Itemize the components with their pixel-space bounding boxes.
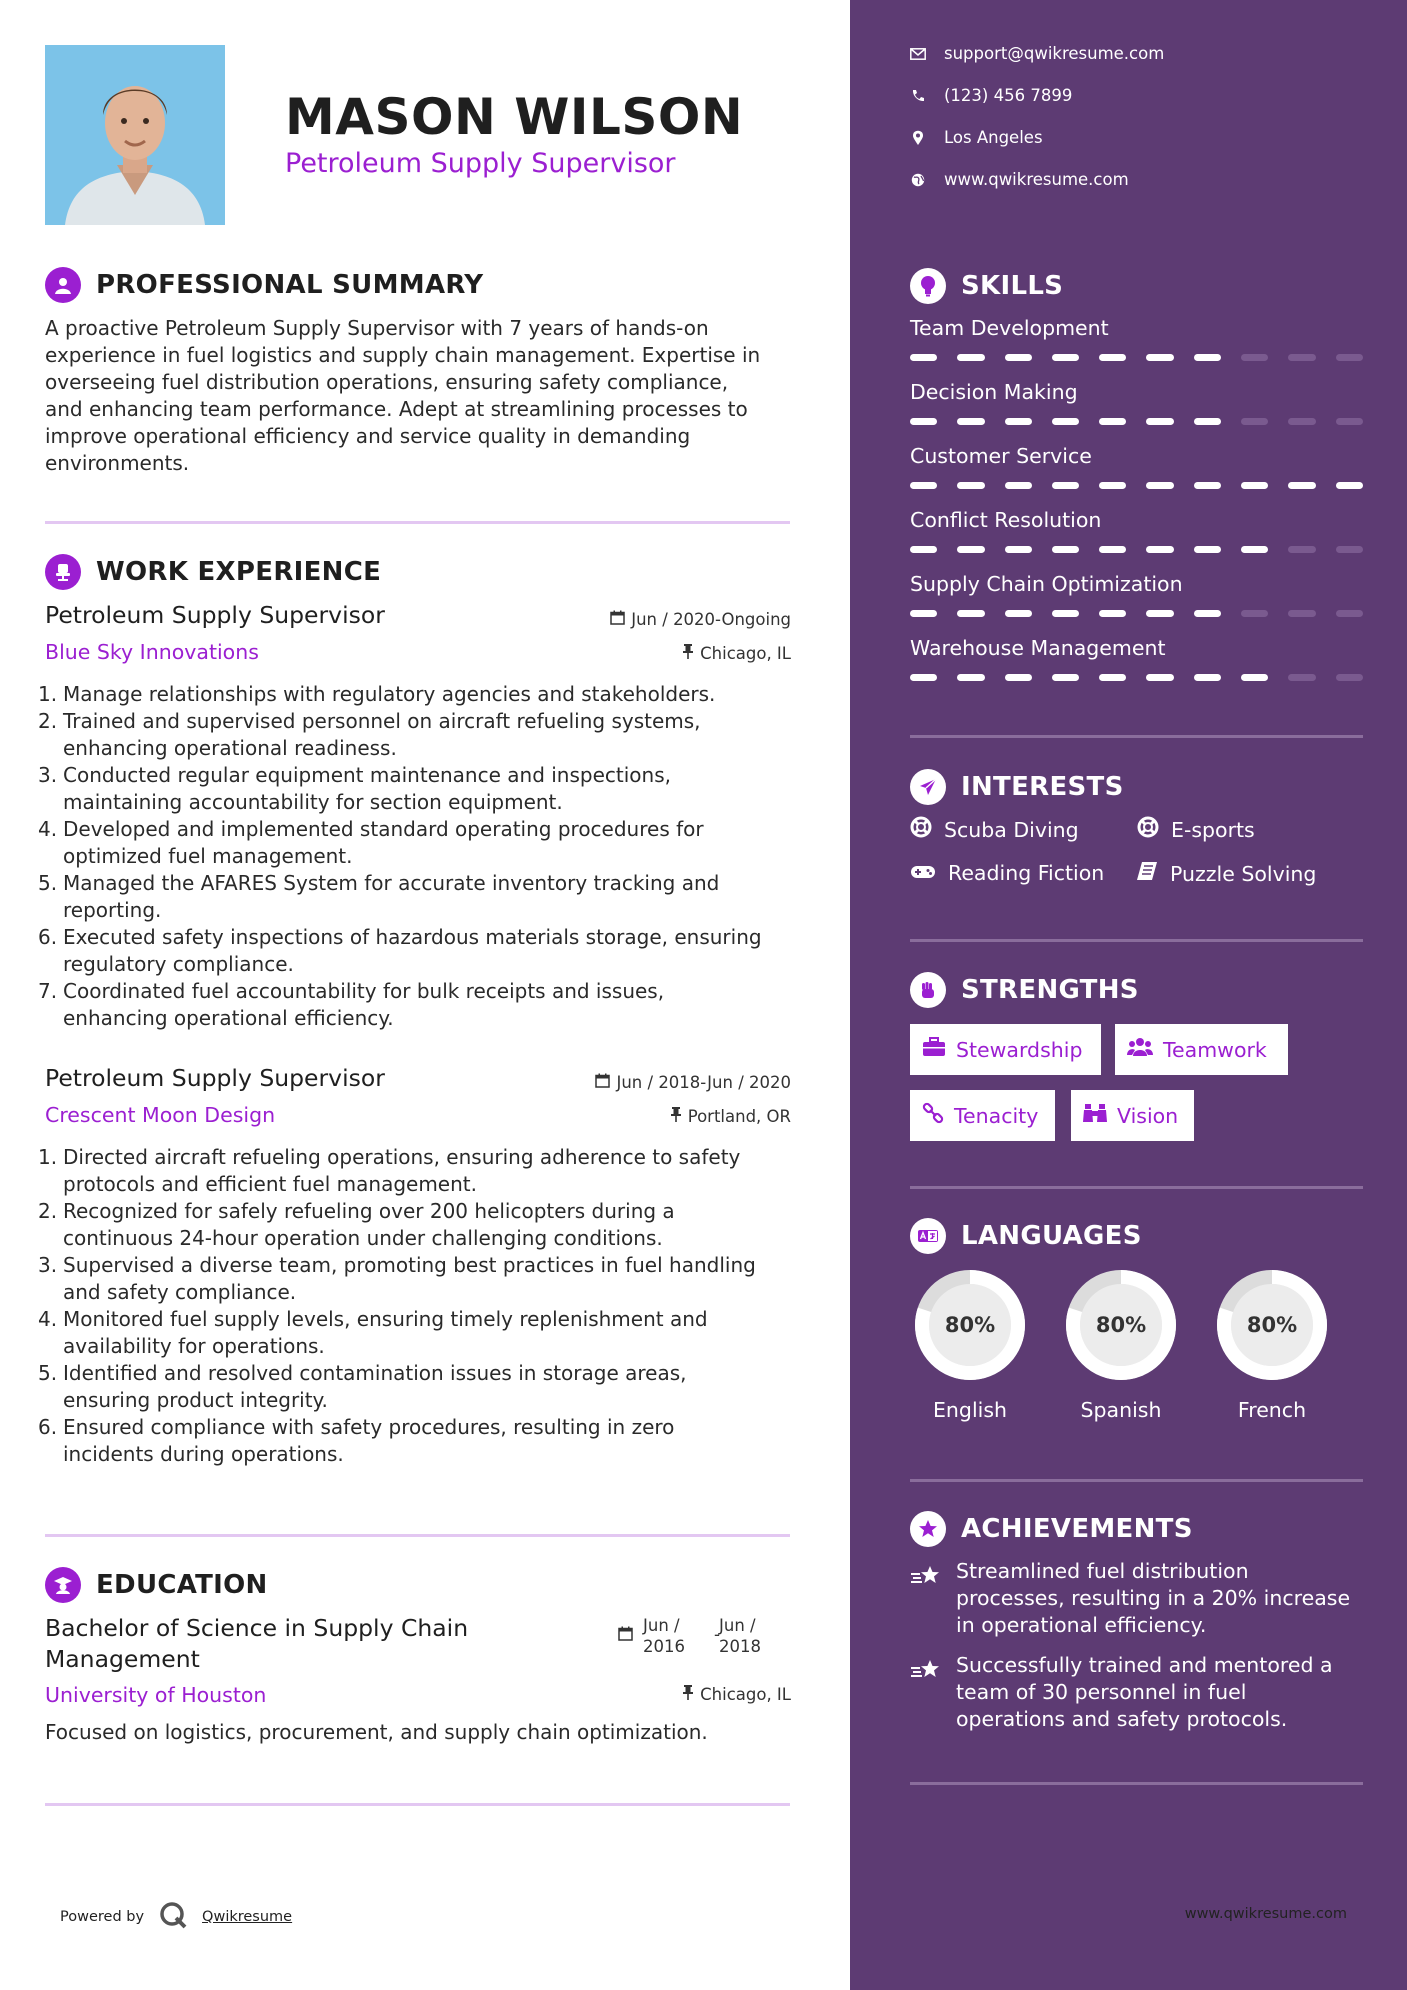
bullet-line: optimized fuel management. bbox=[63, 844, 353, 868]
summary-line: A proactive Petroleum Supply Supervisor with 7 years of hands-on bbox=[45, 316, 709, 340]
education-end-date bbox=[719, 1615, 761, 1657]
job-bullet bbox=[38, 1306, 798, 1360]
job-bullet bbox=[38, 1252, 798, 1306]
strengths-heading: STRENGTHS bbox=[961, 975, 1139, 1005]
bullet-text bbox=[63, 708, 701, 762]
experience-header bbox=[45, 554, 381, 590]
bullet-line: and safety compliance. bbox=[63, 1280, 297, 1304]
job-bullets bbox=[38, 681, 798, 1032]
achievements-header bbox=[910, 1511, 1193, 1547]
bullet-line: Managed the AFARES System for accurate inventory tracking and bbox=[63, 871, 720, 895]
bullet-number: 2. bbox=[38, 1199, 58, 1223]
bullet-line: Executed safety inspections of hazardous materials storage, ensuring bbox=[63, 925, 762, 949]
section-divider bbox=[910, 1479, 1363, 1482]
book-icon bbox=[1136, 861, 1158, 886]
bullet-number: 2. bbox=[38, 709, 58, 733]
education-location-text: Chicago, IL bbox=[700, 1684, 791, 1704]
skill-level-segment bbox=[1146, 546, 1173, 553]
skills-heading: SKILLS bbox=[961, 271, 1064, 301]
candidate-name: MASON WILSON bbox=[285, 88, 744, 146]
job-date-text: Jun / 2018-Jun / 2020 bbox=[616, 1073, 791, 1092]
interest-item bbox=[910, 816, 1079, 843]
bullet-line: maintaining accountability for section equipment. bbox=[63, 790, 563, 814]
interest-label: Scuba Diving bbox=[944, 817, 1079, 842]
section-divider bbox=[910, 735, 1363, 738]
skill-level-segment bbox=[957, 674, 984, 681]
date-part: Jun / bbox=[719, 1616, 756, 1635]
date-separator: - bbox=[714, 1625, 720, 1644]
skill-level-segment bbox=[1146, 674, 1173, 681]
interests-heading: INTERESTS bbox=[961, 772, 1124, 802]
skill-level-segment bbox=[957, 546, 984, 553]
binoculars-icon bbox=[1083, 1103, 1107, 1128]
calendar-icon bbox=[618, 1626, 633, 1645]
bullet-number: 5. bbox=[38, 871, 58, 895]
bullet-line: Developed and implemented standard operating procedures for bbox=[63, 817, 704, 841]
map-pin-icon bbox=[910, 130, 926, 146]
interest-item bbox=[1137, 816, 1255, 843]
briefcase-icon bbox=[922, 1037, 946, 1062]
bullet-text bbox=[63, 1360, 687, 1414]
languages-header bbox=[910, 1218, 1142, 1254]
skill-level-segment bbox=[1241, 418, 1268, 425]
bullet-text bbox=[63, 1306, 708, 1360]
skill-level-bar bbox=[910, 674, 1363, 681]
skill-level-segment bbox=[1241, 354, 1268, 361]
skill-level-segment bbox=[1336, 610, 1363, 617]
skill-level-segment bbox=[1099, 482, 1126, 489]
job-date-text: Jun / 2020-Ongoing bbox=[631, 610, 791, 629]
achievement-line: Streamlined fuel distribution bbox=[956, 1559, 1249, 1583]
skill-level-segment bbox=[1005, 546, 1032, 553]
skill-level-segment bbox=[957, 482, 984, 489]
education-header bbox=[45, 1567, 268, 1603]
skill-level-segment bbox=[1336, 546, 1363, 553]
bullet-number: 1. bbox=[38, 1145, 58, 1169]
pin-icon bbox=[670, 1106, 682, 1126]
footer-website-link[interactable]: www.qwikresume.com bbox=[1184, 1906, 1347, 1922]
language-item bbox=[1211, 1264, 1333, 1422]
bullet-line: Monitored fuel supply levels, ensuring timely replenishment and bbox=[63, 1307, 708, 1331]
job-company: Blue Sky Innovations bbox=[45, 640, 259, 664]
skill-level-segment bbox=[1288, 418, 1315, 425]
skill-level-segment bbox=[1288, 482, 1315, 489]
skill-level-segment bbox=[1005, 674, 1032, 681]
qwikresume-logo-icon bbox=[158, 1900, 188, 1934]
summary-header bbox=[45, 267, 483, 303]
job-bullet bbox=[38, 762, 798, 816]
bullet-number: 6. bbox=[38, 1415, 58, 1439]
skill-level-segment bbox=[1194, 418, 1221, 425]
shooting-star-icon bbox=[910, 1558, 942, 1639]
summary-heading: PROFESSIONAL SUMMARY bbox=[96, 270, 484, 300]
education-heading: EDUCATION bbox=[96, 1570, 268, 1600]
skill-level-segment bbox=[1052, 354, 1079, 361]
job-bullet bbox=[38, 1144, 798, 1198]
star-badge-icon bbox=[910, 1511, 946, 1547]
powered-by-text: Powered by bbox=[60, 1909, 145, 1925]
skill-level-segment bbox=[1194, 610, 1221, 617]
skill-level-segment bbox=[1288, 546, 1315, 553]
bullet-line: reporting. bbox=[63, 898, 162, 922]
job-location-text: Chicago, IL bbox=[700, 643, 791, 663]
skill-level-segment bbox=[1005, 610, 1032, 617]
summary-line: experience in fuel logistics and supply chain management. Expertise in bbox=[45, 343, 761, 367]
strength-tag bbox=[910, 1090, 1055, 1141]
skill-level-segment bbox=[910, 354, 937, 361]
skill-level-segment bbox=[1146, 418, 1173, 425]
skill-level-segment bbox=[1099, 610, 1126, 617]
job-company: Crescent Moon Design bbox=[45, 1103, 276, 1127]
skill-level-segment bbox=[957, 354, 984, 361]
date-part: Jun / bbox=[643, 1616, 680, 1635]
paper-plane-icon bbox=[910, 769, 946, 805]
section-divider bbox=[910, 1782, 1363, 1785]
bullet-line: Trained and supervised personnel on aircraft refueling systems, bbox=[63, 709, 701, 733]
summary-line: and enhancing team performance. Adept at streamlining processes to bbox=[45, 397, 748, 421]
language-percent: 80% bbox=[944, 1313, 996, 1337]
language-item bbox=[1060, 1264, 1182, 1422]
skill-name: Supply Chain Optimization bbox=[910, 572, 1183, 596]
interest-label: E-sports bbox=[1171, 817, 1255, 842]
achievement-line: processes, resulting in a 20% increase bbox=[956, 1586, 1351, 1610]
skill-level-bar bbox=[910, 546, 1363, 553]
candidate-title: Petroleum Supply Supervisor bbox=[285, 148, 676, 179]
bullet-text bbox=[63, 924, 762, 978]
experience-heading: WORK EXPERIENCE bbox=[96, 557, 382, 587]
skill-level-segment bbox=[1194, 354, 1221, 361]
strength-tag bbox=[910, 1024, 1101, 1075]
phone-icon bbox=[910, 89, 926, 103]
skill-level-segment bbox=[910, 674, 937, 681]
bullet-text bbox=[63, 870, 719, 924]
skill-level-segment bbox=[1241, 482, 1268, 489]
skills-header bbox=[910, 268, 1063, 304]
job-bullet bbox=[38, 924, 798, 978]
skill-level-segment bbox=[1005, 418, 1032, 425]
achievement-line: operations and safety protocols. bbox=[956, 1707, 1288, 1731]
job-location-text: Portland, OR bbox=[687, 1106, 791, 1126]
section-divider bbox=[910, 939, 1363, 942]
skill-level-segment bbox=[1052, 418, 1079, 425]
pin-icon bbox=[682, 1684, 694, 1704]
interest-item bbox=[1136, 861, 1316, 886]
email-text: support@qwikresume.com bbox=[944, 44, 1165, 63]
section-divider bbox=[45, 521, 790, 524]
skill-level-segment bbox=[910, 482, 937, 489]
skill-level-segment bbox=[1336, 674, 1363, 681]
job-bullet bbox=[38, 708, 798, 762]
skill-level-segment bbox=[1288, 610, 1315, 617]
skill-level-segment bbox=[957, 610, 984, 617]
shooting-star-icon bbox=[910, 1652, 942, 1733]
skill-level-bar bbox=[910, 610, 1363, 617]
skill-level-segment bbox=[1099, 418, 1126, 425]
translate-icon bbox=[910, 1218, 946, 1254]
language-progress-ring bbox=[1211, 1264, 1333, 1386]
skill-level-segment bbox=[1194, 482, 1221, 489]
bullet-number: 3. bbox=[38, 763, 58, 787]
language-item bbox=[909, 1264, 1031, 1422]
bullet-line: Identified and resolved contamination issues in storage areas, bbox=[63, 1361, 687, 1385]
bullet-line: Conducted regular equipment maintenance and inspections, bbox=[63, 763, 671, 787]
job-bullets bbox=[38, 1144, 798, 1468]
job-bullet bbox=[38, 1198, 798, 1252]
achievements-heading: ACHIEVEMENTS bbox=[961, 1514, 1193, 1544]
job-bullet bbox=[38, 1414, 798, 1468]
language-progress-ring bbox=[1060, 1264, 1182, 1386]
language-percent: 80% bbox=[1095, 1313, 1147, 1337]
strength-label: Vision bbox=[1117, 1103, 1179, 1128]
strength-tag bbox=[1071, 1090, 1194, 1141]
contact-email[interactable] bbox=[910, 44, 1164, 63]
degree-line: Bachelor of Science in Supply Chain bbox=[45, 1614, 469, 1642]
location-text: Los Angeles bbox=[944, 128, 1043, 147]
skill-name: Team Development bbox=[910, 316, 1109, 340]
bullet-line: Ensured compliance with safety procedures, resulting in zero bbox=[63, 1415, 675, 1439]
language-name: French bbox=[1237, 1398, 1307, 1422]
job-bullet bbox=[38, 978, 798, 1032]
job-bullet bbox=[38, 1360, 798, 1414]
languages-heading: LANGUAGES bbox=[961, 1221, 1142, 1251]
contact-location bbox=[910, 128, 1043, 147]
skill-name: Warehouse Management bbox=[910, 636, 1166, 660]
lifebuoy-icon bbox=[1137, 816, 1159, 843]
skill-level-segment bbox=[957, 418, 984, 425]
contact-phone[interactable] bbox=[910, 86, 1072, 105]
skill-level-bar bbox=[910, 418, 1363, 425]
skill-level-segment bbox=[910, 610, 937, 617]
job-location bbox=[670, 1106, 791, 1126]
bullet-text bbox=[63, 762, 671, 816]
skill-level-segment bbox=[1194, 546, 1221, 553]
achievement-line: team of 30 personnel in fuel bbox=[956, 1680, 1247, 1704]
language-name: Spanish bbox=[1080, 1398, 1162, 1422]
qwikresume-link[interactable]: Qwikresume bbox=[202, 1909, 293, 1925]
calendar-icon bbox=[595, 1073, 610, 1092]
bullet-line: Directed aircraft refueling operations, ensuring adherence to safety bbox=[63, 1145, 741, 1169]
profile-photo bbox=[45, 45, 225, 225]
interest-label: Reading Fiction bbox=[948, 861, 1105, 885]
section-divider bbox=[45, 1803, 790, 1806]
interest-label: Puzzle Solving bbox=[1170, 861, 1317, 886]
users-icon bbox=[1127, 1037, 1153, 1062]
skill-name: Conflict Resolution bbox=[910, 508, 1102, 532]
skill-level-segment bbox=[1052, 546, 1079, 553]
education-location bbox=[682, 1684, 791, 1704]
skill-level-segment bbox=[1099, 546, 1126, 553]
date-part: 2016 bbox=[643, 1637, 685, 1656]
lightbulb-icon bbox=[910, 268, 946, 304]
section-divider bbox=[45, 1534, 790, 1537]
interests-header bbox=[910, 769, 1124, 805]
skill-level-segment bbox=[1241, 674, 1268, 681]
skill-level-segment bbox=[910, 418, 937, 425]
achievement-line: Successfully trained and mentored a bbox=[956, 1653, 1333, 1677]
skill-level-bar bbox=[910, 482, 1363, 489]
skill-level-segment bbox=[1099, 674, 1126, 681]
bullet-text bbox=[63, 1414, 674, 1468]
graduate-icon bbox=[45, 1567, 81, 1603]
school: University of Houston bbox=[45, 1683, 267, 1707]
bullet-line: ensuring product integrity. bbox=[63, 1388, 328, 1412]
bullet-text bbox=[63, 1144, 740, 1198]
language-name: English bbox=[932, 1398, 1008, 1422]
achievement-line: in operational efficiency. bbox=[956, 1613, 1207, 1637]
achievement-item bbox=[910, 1652, 1370, 1733]
language-progress-ring bbox=[909, 1264, 1031, 1386]
job-location bbox=[682, 643, 791, 663]
summary-line: overseeing fuel distribution operations, ensuring safety compliance, bbox=[45, 370, 729, 394]
skill-level-segment bbox=[1052, 610, 1079, 617]
calendar-icon bbox=[610, 610, 625, 629]
skill-level-segment bbox=[910, 546, 937, 553]
job-date bbox=[610, 610, 791, 629]
summary-line: improve operational efficiency and service quality in demanding bbox=[45, 424, 691, 448]
skill-level-segment bbox=[1336, 354, 1363, 361]
bullet-line: Recognized for safely refueling over 200 helicopters during a bbox=[63, 1199, 675, 1223]
skill-level-segment bbox=[1241, 610, 1268, 617]
strength-tag bbox=[1115, 1024, 1288, 1075]
job-date bbox=[595, 1073, 791, 1092]
summary-text bbox=[45, 315, 795, 477]
education-description: Focused on logistics, procurement, and supply chain optimization. bbox=[45, 1720, 708, 1744]
powered-by bbox=[60, 1900, 292, 1934]
globe-icon bbox=[910, 173, 926, 187]
contact-website[interactable] bbox=[910, 170, 1129, 189]
section-divider bbox=[910, 1186, 1363, 1189]
bullet-line: enhancing operational efficiency. bbox=[63, 1006, 394, 1030]
phone-text: (123) 456 7899 bbox=[944, 86, 1073, 105]
bullet-number: 6. bbox=[38, 925, 58, 949]
skill-level-segment bbox=[1288, 674, 1315, 681]
bullet-text bbox=[63, 816, 704, 870]
bullet-text bbox=[63, 978, 664, 1032]
language-percent: 80% bbox=[1246, 1313, 1298, 1337]
skill-name: Decision Making bbox=[910, 380, 1078, 404]
pin-icon bbox=[682, 643, 694, 663]
education-start-date bbox=[643, 1615, 685, 1657]
date-part: 2018 bbox=[719, 1637, 761, 1656]
bullet-line: incidents during operations. bbox=[63, 1442, 344, 1466]
bullet-text bbox=[63, 681, 715, 708]
fist-icon bbox=[910, 972, 946, 1008]
skill-level-segment bbox=[1005, 482, 1032, 489]
user-icon bbox=[45, 267, 81, 303]
lifebuoy-icon bbox=[910, 816, 932, 843]
bullet-number: 1. bbox=[38, 682, 58, 706]
envelope-icon bbox=[910, 48, 926, 60]
bullet-text bbox=[63, 1252, 756, 1306]
skill-level-segment bbox=[1099, 354, 1126, 361]
job-bullet bbox=[38, 816, 798, 870]
skill-level-segment bbox=[1146, 482, 1173, 489]
job-bullet bbox=[38, 870, 798, 924]
skill-name: Customer Service bbox=[910, 444, 1092, 468]
skill-level-segment bbox=[1005, 354, 1032, 361]
bullet-number: 7. bbox=[38, 979, 58, 1003]
bullet-number: 5. bbox=[38, 1361, 58, 1385]
strength-label: Tenacity bbox=[954, 1103, 1039, 1128]
skill-level-segment bbox=[1336, 482, 1363, 489]
website-text: www.qwikresume.com bbox=[944, 170, 1129, 189]
skill-level-segment bbox=[1336, 418, 1363, 425]
degree-line: Management bbox=[45, 1645, 200, 1673]
bullet-line: regulatory compliance. bbox=[63, 952, 294, 976]
bullet-line: Supervised a diverse team, promoting best practices in fuel handling bbox=[63, 1253, 756, 1277]
bullet-number: 3. bbox=[38, 1253, 58, 1277]
bullet-line: Manage relationships with regulatory agencies and stakeholders. bbox=[63, 682, 716, 706]
gamepad-icon bbox=[910, 861, 936, 885]
skill-level-segment bbox=[1146, 610, 1173, 617]
achievement-item bbox=[910, 1558, 1370, 1639]
link-icon bbox=[922, 1102, 944, 1129]
skill-level-segment bbox=[1288, 354, 1315, 361]
skill-level-segment bbox=[1194, 674, 1221, 681]
job-role: Petroleum Supply Supervisor bbox=[45, 601, 385, 629]
interest-item bbox=[910, 861, 1104, 885]
strength-label: Teamwork bbox=[1163, 1037, 1267, 1062]
bullet-line: enhancing operational readiness. bbox=[63, 736, 397, 760]
bullet-number: 4. bbox=[38, 817, 58, 841]
strengths-header bbox=[910, 972, 1139, 1008]
bullet-text bbox=[63, 1198, 675, 1252]
strength-label: Stewardship bbox=[956, 1037, 1083, 1062]
skill-level-segment bbox=[1052, 674, 1079, 681]
skill-level-segment bbox=[1241, 546, 1268, 553]
summary-line: environments. bbox=[45, 451, 190, 475]
bullet-number: 4. bbox=[38, 1307, 58, 1331]
bullet-line: Coordinated fuel accountability for bulk receipts and issues, bbox=[63, 979, 665, 1003]
skill-level-segment bbox=[1146, 354, 1173, 361]
job-role: Petroleum Supply Supervisor bbox=[45, 1064, 385, 1092]
chair-icon bbox=[45, 554, 81, 590]
bullet-line: protocols and efficient fuel management. bbox=[63, 1172, 477, 1196]
degree bbox=[45, 1613, 468, 1675]
skill-level-bar bbox=[910, 354, 1363, 361]
skill-level-segment bbox=[1052, 482, 1079, 489]
job-bullet bbox=[38, 681, 798, 708]
bullet-line: continuous 24-hour operation under challenging conditions. bbox=[63, 1226, 663, 1250]
bullet-line: availability for operations. bbox=[63, 1334, 325, 1358]
